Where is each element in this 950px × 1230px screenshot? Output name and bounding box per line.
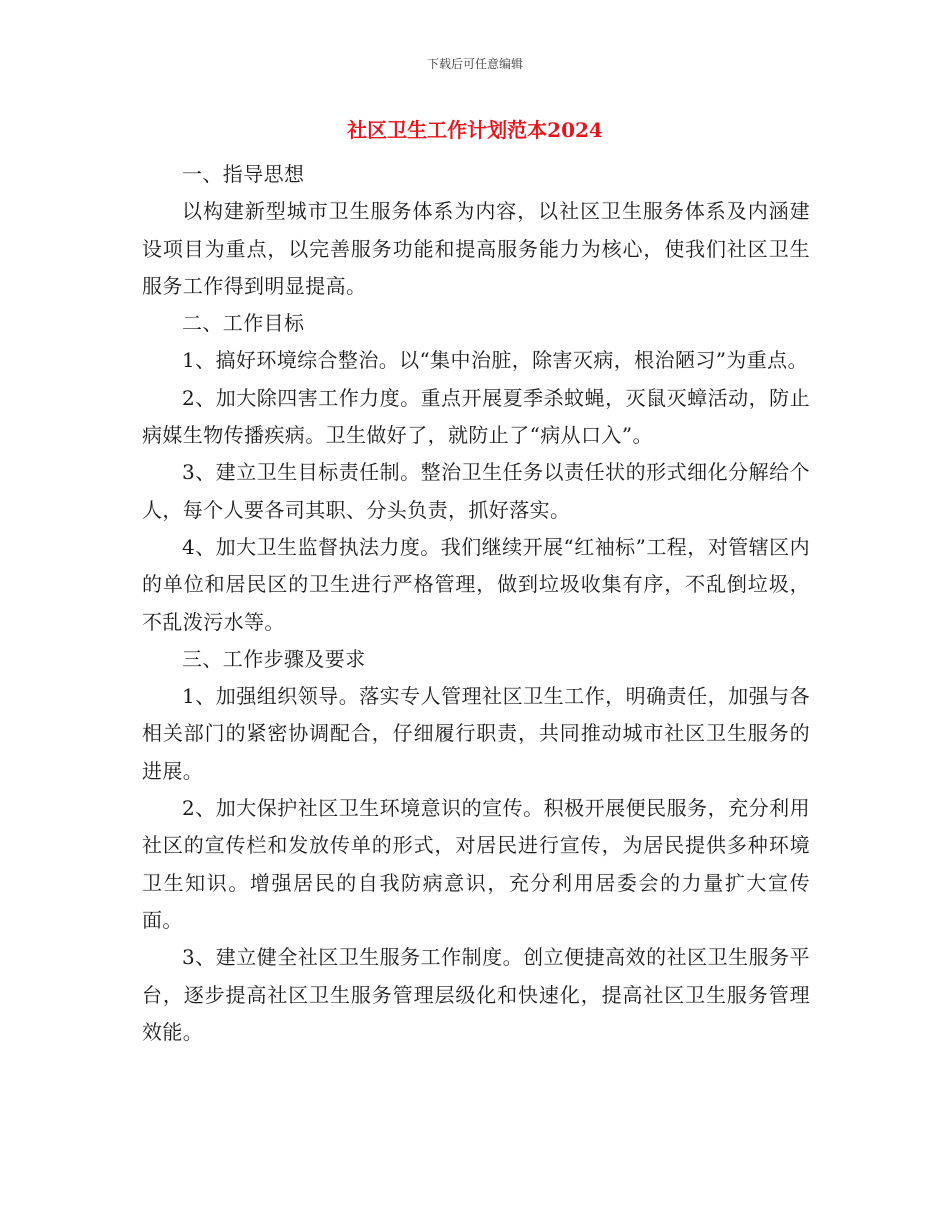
paragraph: 2、加大除四害工作力度。重点开展夏季杀蚊蝇，灭鼠灭蟑活动，防止病媒生物传播疾病。卫生做好了，就防止了“病从口入”。 (142, 385, 810, 448)
header-note: 下载后可任意编辑 (426, 57, 523, 71)
paragraph: 1、加强组织领导。落实专人管理社区卫生工作，明确责任，加强与各相关部门的紧密协调配合，仔细履行职责，共同推动城市社区卫生服务的进展。 (142, 684, 810, 783)
paragraph: 3、建立健全社区卫生服务工作制度。创立便捷高效的社区卫生服务平台，逐步提高社区卫生服务管理层级化和快速化，提高社区卫生服务管理效能。 (142, 945, 810, 1044)
section-heading: 一、指导思想 (182, 162, 305, 186)
document-title: 社区卫生工作计划范本2024 (347, 118, 603, 142)
section-heading: 三、工作步骤及要求 (182, 646, 366, 671)
section-heading: 二、工作目标 (182, 311, 305, 336)
paragraph: 2、加大保护社区卫生环境意识的宣传。积极开展便民服务，充分利用社区的宣传栏和发放传单的形式，对居民进行宣传，为居民提供多种环境卫生知识。增强居民的自我防病意识，充分利用居委会的力量扩大宣传面。 (142, 796, 810, 932)
document-body (142, 156, 810, 1051)
paragraph: 以构建新型城市卫生服务体系为内容，以社区卫生服务体系及内涵建设项目为重点，以完善服务功能和提高服务能力为核心，使我们社区卫生服务工作得到明显提高。 (142, 199, 810, 298)
paragraph: 4、加大卫生监督执法力度。我们继续开展“红袖标”工程，对管辖区内的单位和居民区的卫生进行严格管理，做到垃圾收集有序，不乱倒垃圾，不乱泼污水等。 (142, 534, 810, 634)
paragraph: 1、搞好环境综合整治。以“集中治脏，除害灭病，根治陋习”为重点。 (182, 348, 808, 373)
paragraph: 3、建立卫生目标责任制。整治卫生任务以责任状的形式细化分解给个人，每个人要各司其职、分头负责，抓好落实。 (142, 460, 810, 522)
